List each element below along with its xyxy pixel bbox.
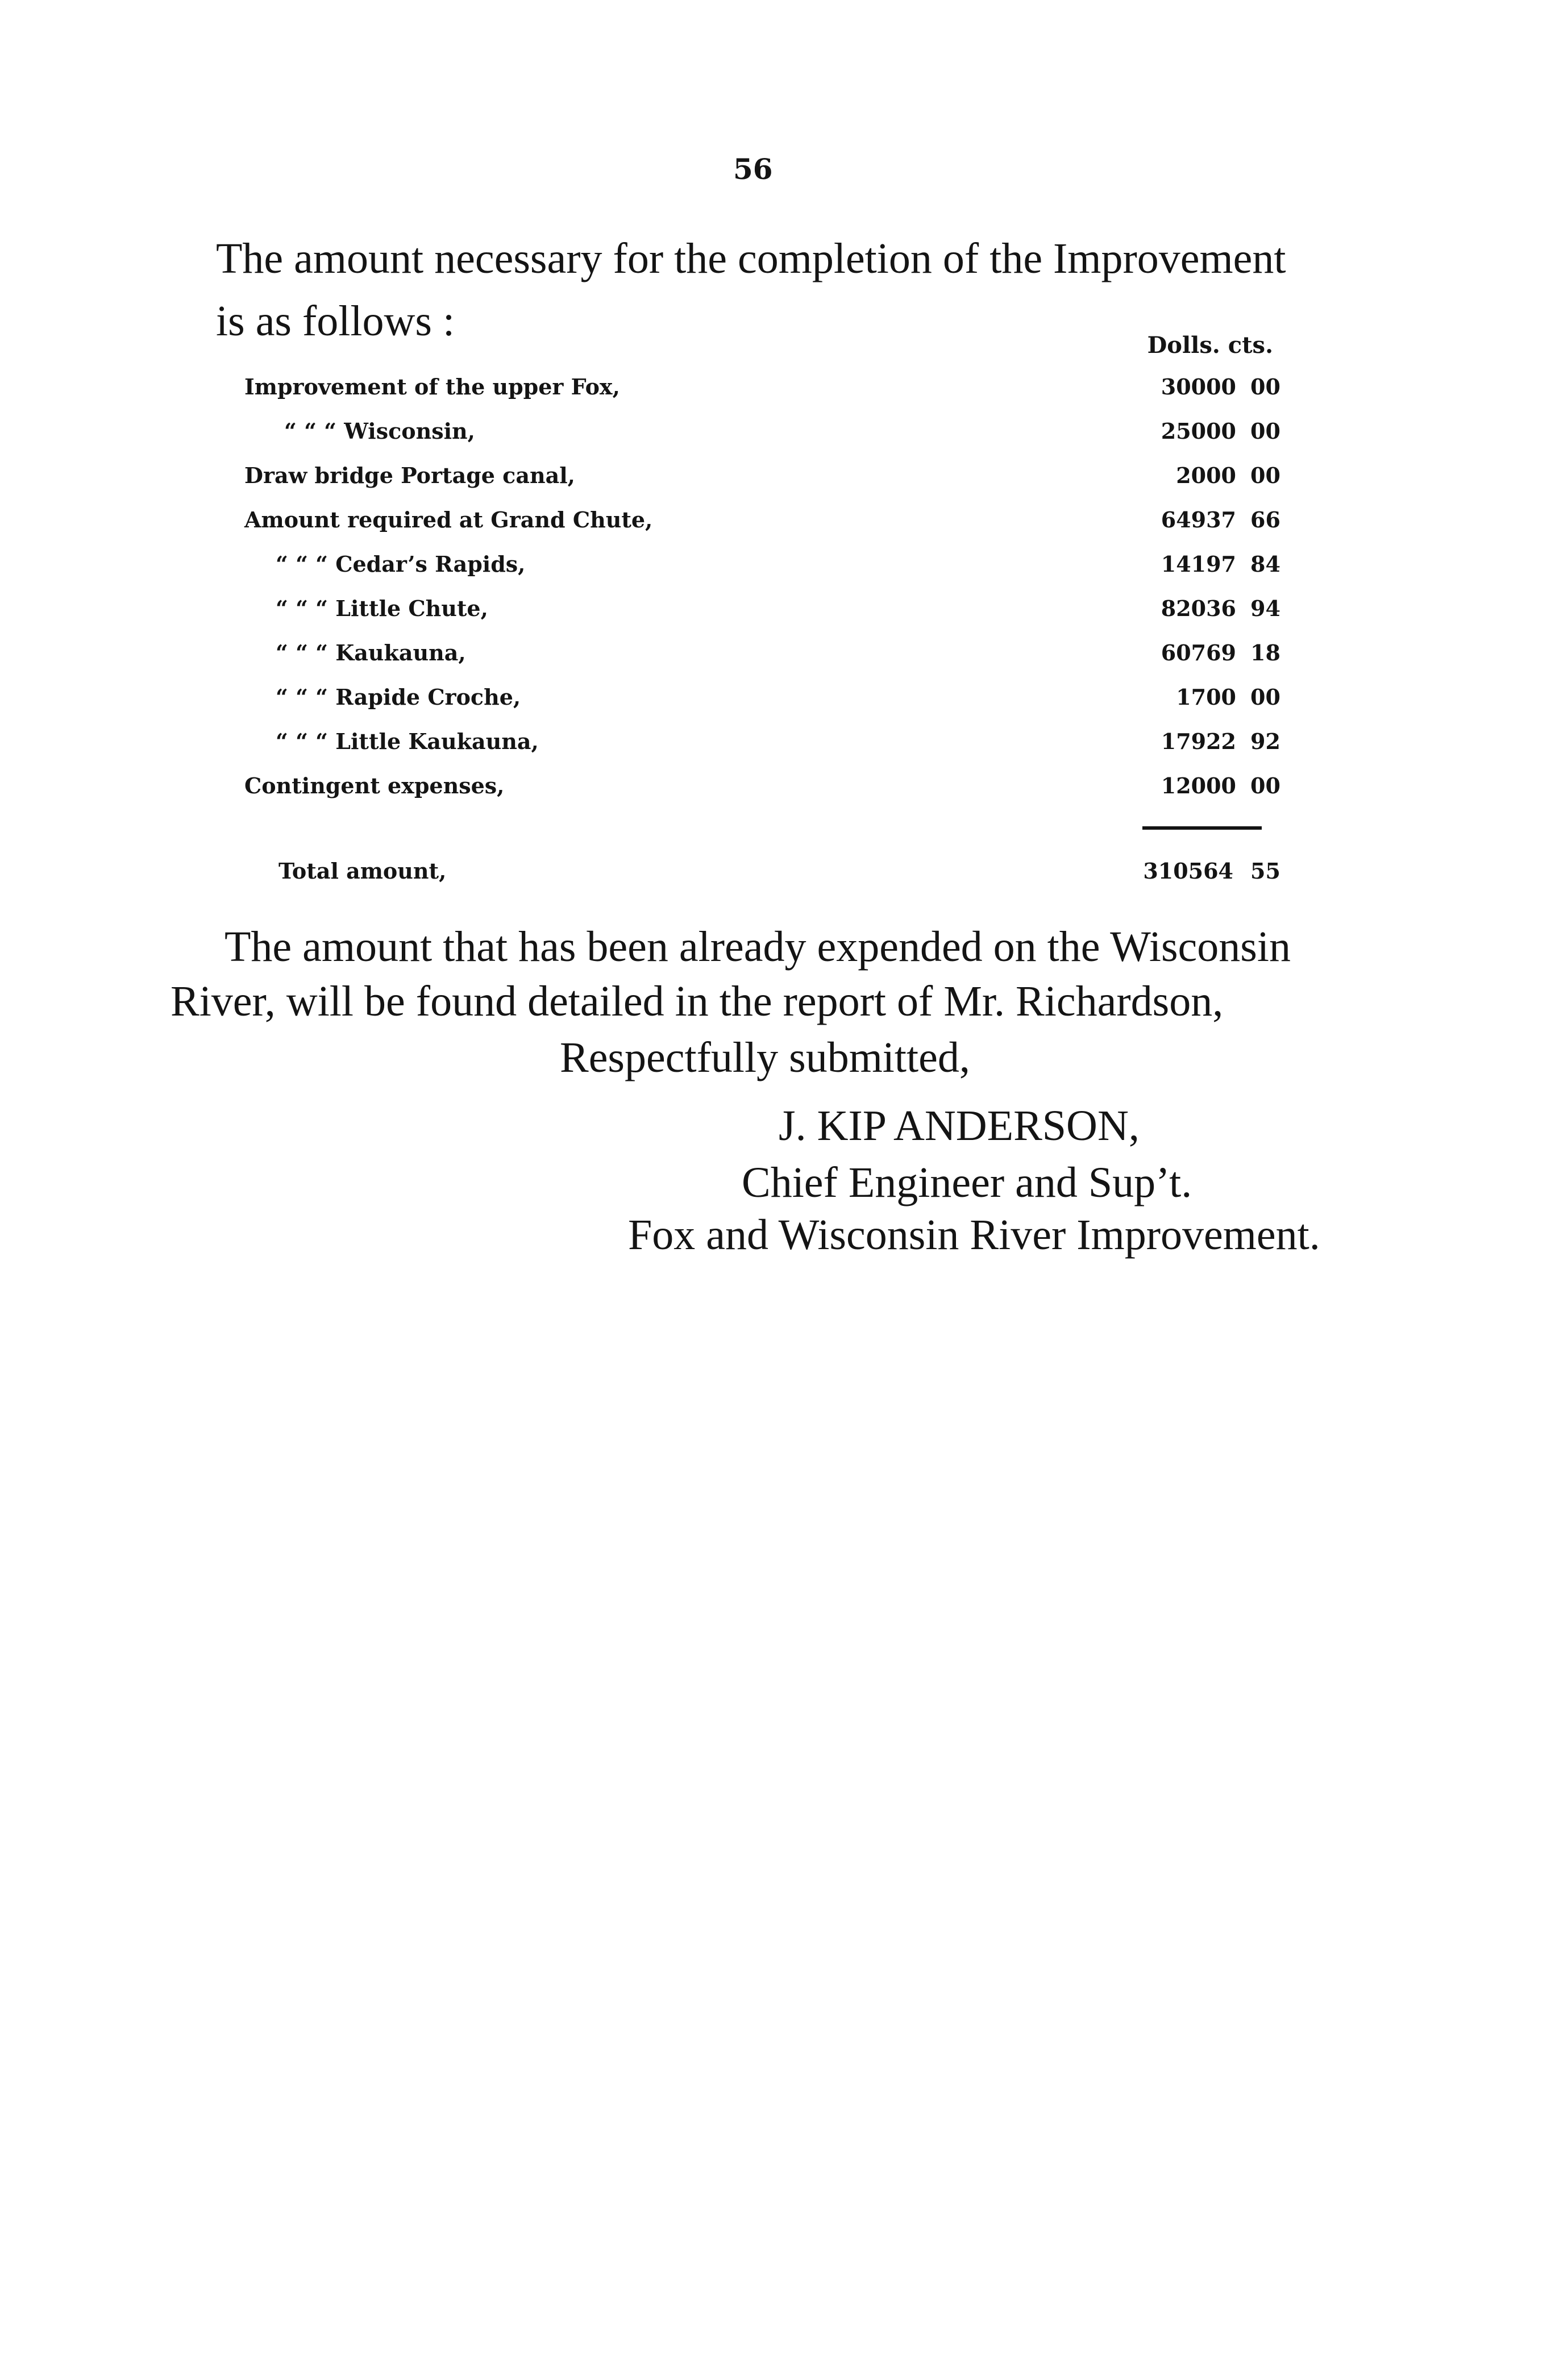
row-cents: 18 bbox=[1250, 640, 1280, 665]
table-row bbox=[244, 458, 1296, 502]
total-label: Total amount, bbox=[278, 858, 447, 884]
row-cents: 84 bbox=[1250, 551, 1280, 577]
row-cents: 94 bbox=[1250, 596, 1280, 621]
row-label: “ “ “ Cedar’s Rapids, bbox=[276, 551, 526, 577]
row-dollars: 25000 bbox=[1161, 418, 1236, 444]
total-dollars: 310564 bbox=[1143, 858, 1233, 884]
table-row bbox=[244, 724, 1296, 768]
row-dollars: 30000 bbox=[1161, 374, 1236, 400]
intro-line-2: is as follows : bbox=[216, 297, 455, 345]
row-cents: 00 bbox=[1250, 684, 1280, 710]
closing-respectfully: Respectfully submitted, bbox=[560, 1034, 970, 1081]
row-cents: 00 bbox=[1250, 463, 1280, 488]
intro-line-1: The amount necessary for the completion of the Improvement bbox=[216, 235, 1286, 282]
row-label: Contingent expenses, bbox=[244, 773, 505, 798]
signature-organization: Fox and Wisconsin River Improvement. bbox=[628, 1211, 1320, 1259]
table-row bbox=[244, 591, 1296, 635]
sum-divider-rule bbox=[1142, 826, 1262, 830]
cost-table bbox=[244, 369, 1296, 813]
row-dollars: 64937 bbox=[1161, 507, 1236, 532]
row-dollars: 82036 bbox=[1161, 596, 1236, 621]
row-cents: 66 bbox=[1250, 507, 1280, 532]
total-cents: 55 bbox=[1250, 858, 1280, 884]
row-label: Improvement of the upper Fox, bbox=[244, 374, 620, 400]
column-header-dollars-cents: Dolls. cts. bbox=[1147, 332, 1273, 359]
row-dollars: 12000 bbox=[1161, 773, 1236, 798]
expended-paragraph bbox=[171, 919, 1330, 1029]
table-row bbox=[244, 680, 1296, 724]
total-row bbox=[278, 858, 1296, 898]
row-label: Draw bridge Portage canal, bbox=[244, 463, 575, 488]
row-dollars: 17922 bbox=[1161, 729, 1236, 754]
row-label: “ “ “ Rapide Croche, bbox=[276, 684, 521, 710]
table-row bbox=[244, 547, 1296, 591]
table-row bbox=[244, 768, 1296, 813]
row-dollars: 2000 bbox=[1176, 463, 1236, 488]
expended-text: The amount that has been already expended on the Wisconsin River, will be found detailed in the report of Mr. Richardson, bbox=[171, 923, 1291, 1025]
signature-title: Chief Engineer and Sup’t. bbox=[742, 1159, 1192, 1206]
page-number: 56 bbox=[733, 152, 773, 186]
row-dollars: 14197 bbox=[1161, 551, 1236, 577]
table-row bbox=[244, 635, 1296, 680]
row-cents: 92 bbox=[1250, 729, 1280, 754]
signature-name: J. KIP ANDERSON, bbox=[779, 1102, 1140, 1150]
row-dollars: 60769 bbox=[1161, 640, 1236, 665]
row-cents: 00 bbox=[1250, 418, 1280, 444]
row-label: “ “ “ Little Kaukauna, bbox=[276, 729, 539, 754]
row-label: “ “ “ Little Chute, bbox=[276, 596, 488, 621]
table-row bbox=[244, 369, 1296, 414]
table-row bbox=[244, 414, 1296, 458]
row-cents: 00 bbox=[1250, 374, 1280, 400]
row-cents: 00 bbox=[1250, 773, 1280, 798]
row-label: “ “ “ Wisconsin, bbox=[284, 418, 475, 444]
row-dollars: 1700 bbox=[1176, 684, 1236, 710]
table-row bbox=[244, 502, 1296, 547]
row-label: Amount required at Grand Chute, bbox=[244, 507, 653, 532]
row-label: “ “ “ Kaukauna, bbox=[276, 640, 466, 665]
